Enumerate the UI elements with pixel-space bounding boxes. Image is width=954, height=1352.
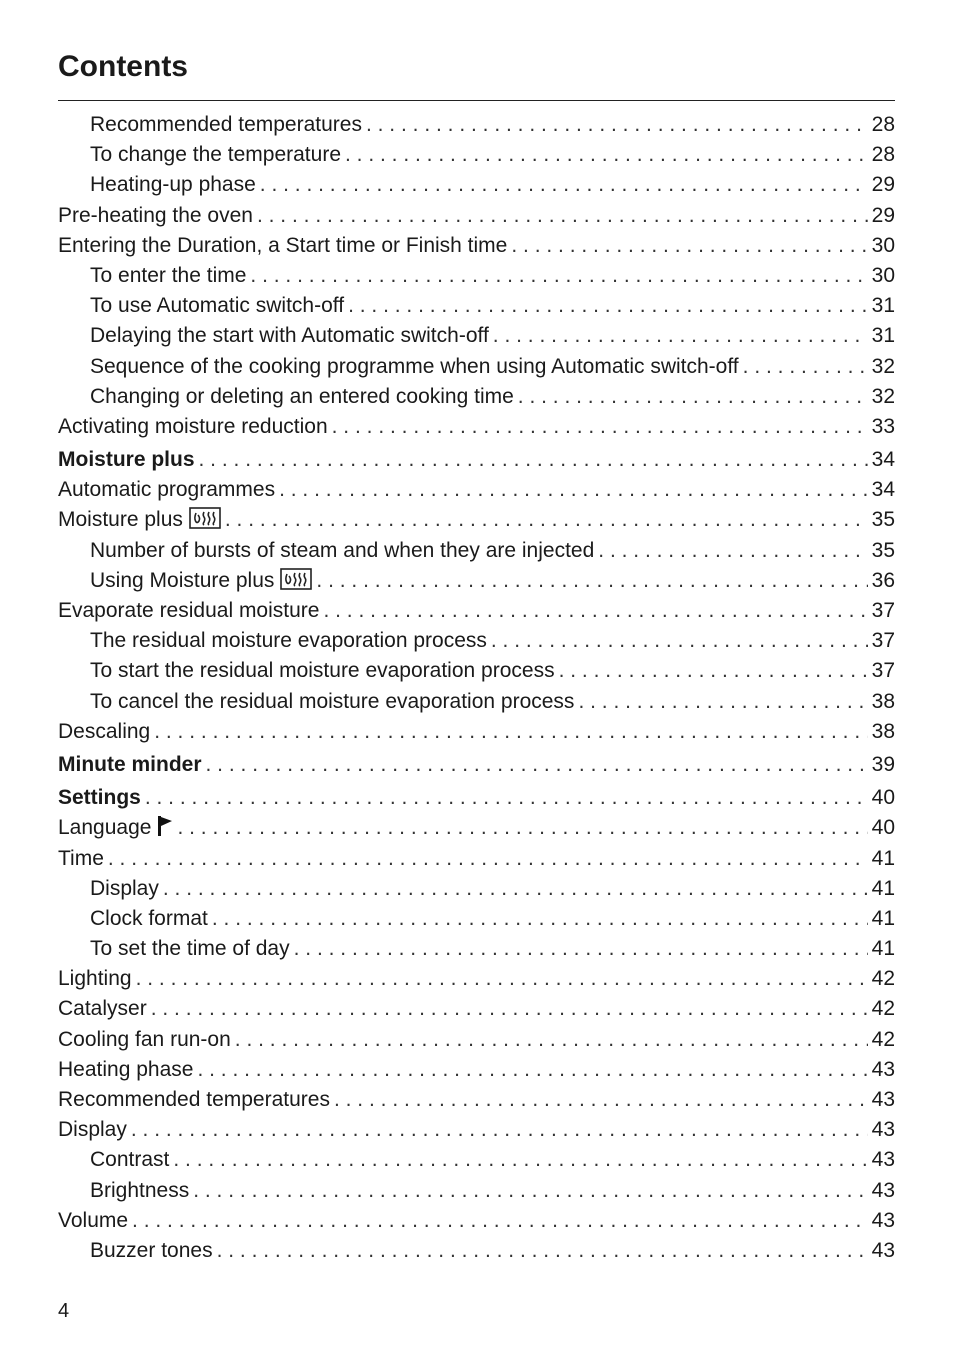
title-divider: [58, 100, 895, 101]
toc-entry[interactable]: [58, 717, 895, 747]
toc-entry[interactable]: [58, 445, 895, 475]
toc-entry-label: [90, 1145, 169, 1175]
toc-entry-page: 37: [871, 659, 895, 683]
toc-entry[interactable]: [58, 505, 895, 535]
toc-entry[interactable]: [58, 964, 895, 994]
dot-leader: [323, 596, 867, 626]
dot-leader: [136, 964, 868, 994]
toc-entry[interactable]: [58, 1055, 895, 1085]
toc-entry[interactable]: [58, 110, 895, 140]
toc-entry-label: [90, 110, 362, 140]
dot-leader: [559, 656, 868, 686]
toc-entry-label: [58, 750, 202, 780]
toc-entry-text: Moisture plus: [58, 508, 183, 532]
toc-entry[interactable]: [58, 1115, 895, 1145]
dot-leader: [151, 994, 868, 1024]
dot-leader: [197, 1055, 867, 1085]
toc-entry-label: [90, 291, 344, 321]
page-number: 4: [58, 1300, 70, 1322]
toc-entry[interactable]: [58, 596, 895, 626]
dot-leader: [212, 904, 868, 934]
moisture-plus-icon: [280, 568, 312, 590]
toc-entry[interactable]: [58, 231, 895, 261]
toc-entry-label: [90, 261, 246, 291]
toc-entry[interactable]: [58, 783, 895, 813]
toc-entry-label: [58, 964, 132, 994]
toc-entry-text: To set the time of day: [90, 937, 290, 961]
dot-leader: [132, 1206, 868, 1236]
dot-leader: [316, 566, 867, 596]
dot-leader: [348, 291, 868, 321]
dot-leader: [145, 783, 868, 813]
toc-entry-label: [90, 1176, 189, 1206]
dot-leader: [491, 626, 868, 656]
toc-entry-text: Recommended temperatures: [90, 113, 362, 136]
toc-entry-page: 42: [871, 997, 895, 1021]
toc-entry-text: Descaling: [58, 719, 151, 743]
toc-entry-page: 41: [871, 906, 895, 930]
toc-entry[interactable]: [58, 475, 895, 505]
dot-leader: [193, 1176, 867, 1206]
dot-leader: [250, 261, 867, 291]
toc-entry[interactable]: [58, 566, 895, 596]
toc-entry-page: 41: [871, 876, 895, 900]
dot-leader: [173, 1145, 867, 1175]
toc-entry[interactable]: [58, 1236, 895, 1266]
dot-leader: [334, 1085, 868, 1115]
toc-entry-page: 34: [871, 448, 895, 472]
toc-entry-text: Lighting: [58, 967, 132, 991]
dot-leader: [511, 231, 867, 261]
dot-leader: [578, 687, 867, 717]
toc-entry-label: [90, 904, 208, 934]
toc-entry[interactable]: [58, 874, 895, 904]
dot-leader: [743, 352, 868, 382]
toc-entry-page: 43: [871, 1238, 895, 1262]
toc-entry-label: [90, 1236, 213, 1266]
toc-entry-text: Evaporate residual moisture: [58, 599, 320, 622]
toc-entry-text: Recommended temperatures: [58, 1088, 330, 1111]
dot-leader: [163, 874, 868, 904]
toc-entry-text: Brightness: [90, 1178, 190, 1202]
toc-entry-page: 43: [871, 1118, 895, 1142]
toc-entry-label: [58, 783, 141, 813]
dot-leader: [279, 475, 868, 505]
toc-entry-text: To cancel the residual moisture evaporation process: [90, 689, 575, 713]
toc-entry-text: Cooling fan run-on: [58, 1027, 231, 1051]
toc-entry[interactable]: [58, 687, 895, 717]
dot-leader: [366, 110, 868, 140]
toc-entry-label: [58, 844, 104, 874]
toc-entry-label: [58, 1055, 193, 1085]
toc-entry[interactable]: [58, 934, 895, 964]
toc-entry[interactable]: [58, 813, 895, 843]
toc-entry-page: 41: [871, 937, 895, 961]
dot-leader: [260, 170, 868, 200]
toc-entry[interactable]: [58, 291, 895, 321]
toc-entry-label: [58, 813, 173, 843]
toc-entry-label: [90, 321, 489, 351]
toc-entry-page: 43: [871, 1208, 895, 1232]
toc-entry[interactable]: [58, 1025, 895, 1055]
toc-entry-page: 42: [871, 1027, 895, 1051]
toc-entry-label: [90, 934, 290, 964]
toc-entry-text: To enter the time: [90, 263, 247, 287]
toc-entry[interactable]: [58, 536, 895, 566]
toc-entry-text: Sequence of the cooking programme when using Automatic switch-off: [90, 354, 739, 378]
toc-entry-text: Clock format: [90, 906, 208, 930]
toc-entry-page: 32: [871, 384, 895, 408]
toc-entry-text: Moisture plus: [58, 448, 195, 472]
toc-entry-page: 30: [871, 263, 895, 287]
toc-entry-text: Activating moisture reduction: [58, 414, 328, 438]
toc-entry-page: 38: [871, 689, 895, 713]
toc-entry-page: 38: [871, 719, 895, 743]
toc-entry-text: Changing or deleting an entered cooking time: [90, 384, 514, 408]
toc-entry-page: 43: [871, 1088, 895, 1111]
toc-entry[interactable]: [58, 412, 895, 442]
toc-entry-page: 43: [871, 1178, 895, 1202]
toc-entry-page: 36: [871, 568, 895, 592]
table-of-contents: [58, 110, 895, 1266]
toc-entry-page: 40: [871, 816, 895, 840]
dot-leader: [199, 445, 868, 475]
dot-leader: [294, 934, 868, 964]
toc-entry-label: [58, 412, 328, 442]
toc-entry-label: [58, 994, 147, 1024]
dot-leader: [108, 844, 868, 874]
toc-entry-page: 43: [871, 1148, 895, 1172]
toc-entry-label: [58, 231, 507, 261]
toc-entry-label: [90, 656, 555, 686]
toc-entry-text: Heating-up phase: [90, 173, 256, 197]
toc-entry-page: 35: [871, 508, 895, 532]
toc-entry[interactable]: [58, 844, 895, 874]
toc-entry-page: 28: [871, 113, 895, 136]
toc-entry-label: [90, 140, 341, 170]
toc-entry[interactable]: [58, 140, 895, 170]
toc-entry-text: Contrast: [90, 1148, 170, 1172]
dot-leader: [518, 382, 868, 412]
dot-leader: [154, 717, 867, 747]
dot-leader: [235, 1025, 868, 1055]
toc-entry-text: Using Moisture plus: [90, 568, 275, 592]
toc-entry[interactable]: [58, 904, 895, 934]
toc-entry-text: Automatic programmes: [58, 478, 276, 502]
toc-entry[interactable]: [58, 1206, 895, 1236]
toc-entry-page: 32: [871, 354, 895, 378]
toc-entry-text: Minute minder: [58, 752, 202, 776]
toc-entry-label: [58, 1115, 127, 1145]
toc-entry-label: [90, 566, 312, 596]
dot-leader: [177, 813, 867, 843]
toc-entry-label: [58, 445, 195, 475]
toc-entry-text: To start the residual moisture evaporation process: [90, 659, 555, 683]
dot-leader: [345, 140, 868, 170]
toc-entry-label: [58, 505, 221, 535]
toc-entry-page: 28: [871, 143, 895, 167]
toc-entry-label: [90, 536, 594, 566]
toc-entry-text: Display: [90, 876, 159, 900]
toc-entry-page: 37: [871, 599, 895, 622]
toc-entry-text: The residual moisture evaporation process: [90, 629, 487, 653]
toc-entry-page: 30: [871, 233, 895, 257]
toc-entry-page: 41: [871, 846, 895, 870]
toc-entry-page: 43: [871, 1057, 895, 1081]
toc-entry-page: 37: [871, 629, 895, 653]
toc-entry-label: [58, 596, 319, 626]
toc-entry-label: [58, 1085, 330, 1115]
toc-entry-page: 33: [871, 414, 895, 438]
toc-entry-text: To use Automatic switch-off: [90, 294, 345, 318]
toc-entry[interactable]: [58, 1085, 895, 1115]
toc-entry-page: 35: [871, 538, 895, 562]
toc-entry-page: 29: [871, 203, 895, 227]
dot-leader: [217, 1236, 868, 1266]
dot-leader: [598, 536, 867, 566]
toc-entry-page: 39: [871, 752, 895, 776]
moisture-plus-icon: [189, 507, 221, 529]
toc-entry-text: To change the temperature: [90, 143, 341, 167]
toc-entry-label: [90, 874, 159, 904]
toc-entry[interactable]: [58, 994, 895, 1024]
toc-entry-page: 31: [871, 324, 895, 348]
toc-entry[interactable]: [58, 170, 895, 200]
toc-entry-text: Volume: [58, 1208, 129, 1232]
toc-entry-text: Entering the Duration, a Start time or Finish time: [58, 233, 508, 257]
toc-entry[interactable]: [58, 1176, 895, 1206]
toc-entry-text: Catalyser: [58, 997, 147, 1021]
toc-entry-text: Time: [58, 846, 104, 870]
toc-entry-page: 31: [871, 294, 895, 318]
toc-entry-label: [90, 352, 739, 382]
toc-entry[interactable]: [58, 321, 895, 351]
dot-leader: [131, 1115, 868, 1145]
toc-entry[interactable]: [58, 1145, 895, 1175]
dot-leader: [225, 505, 868, 535]
toc-entry-text: Delaying the start with Automatic switch-off: [90, 324, 489, 348]
dot-leader: [257, 201, 868, 231]
toc-entry-text: Heating phase: [58, 1057, 194, 1081]
page-title: Contents: [58, 50, 188, 83]
toc-entry[interactable]: [58, 626, 895, 656]
toc-entry[interactable]: [58, 750, 895, 780]
toc-entry-label: [90, 382, 514, 412]
toc-entry-page: 40: [871, 786, 895, 810]
dot-leader: [206, 750, 868, 780]
toc-entry-page: 34: [871, 478, 895, 502]
toc-entry-text: Language: [58, 816, 152, 840]
toc-entry-text: Settings: [58, 786, 141, 810]
toc-entry-label: [90, 626, 487, 656]
toc-entry-page: 29: [871, 173, 895, 197]
toc-entry-text: Buzzer tones: [90, 1238, 213, 1262]
toc-entry-label: [90, 687, 574, 717]
toc-entry-text: Pre-heating the oven: [58, 203, 253, 227]
toc-entry-label: [58, 717, 150, 747]
toc-entry-label: [58, 475, 275, 505]
toc-entry-label: [90, 170, 256, 200]
toc-entry[interactable]: [58, 261, 895, 291]
toc-entry[interactable]: [58, 382, 895, 412]
language-flag-icon: [157, 815, 173, 837]
toc-entry-label: [58, 1025, 231, 1055]
toc-entry[interactable]: [58, 656, 895, 686]
toc-entry[interactable]: [58, 201, 895, 231]
toc-entry-text: Number of bursts of steam and when they are injected: [90, 538, 595, 562]
dot-leader: [493, 321, 868, 351]
toc-entry[interactable]: [58, 352, 895, 382]
toc-entry-label: [58, 1206, 128, 1236]
toc-entry-text: Display: [58, 1118, 127, 1142]
toc-entry-label: [58, 201, 253, 231]
toc-entry-page: 42: [871, 967, 895, 991]
dot-leader: [332, 412, 868, 442]
